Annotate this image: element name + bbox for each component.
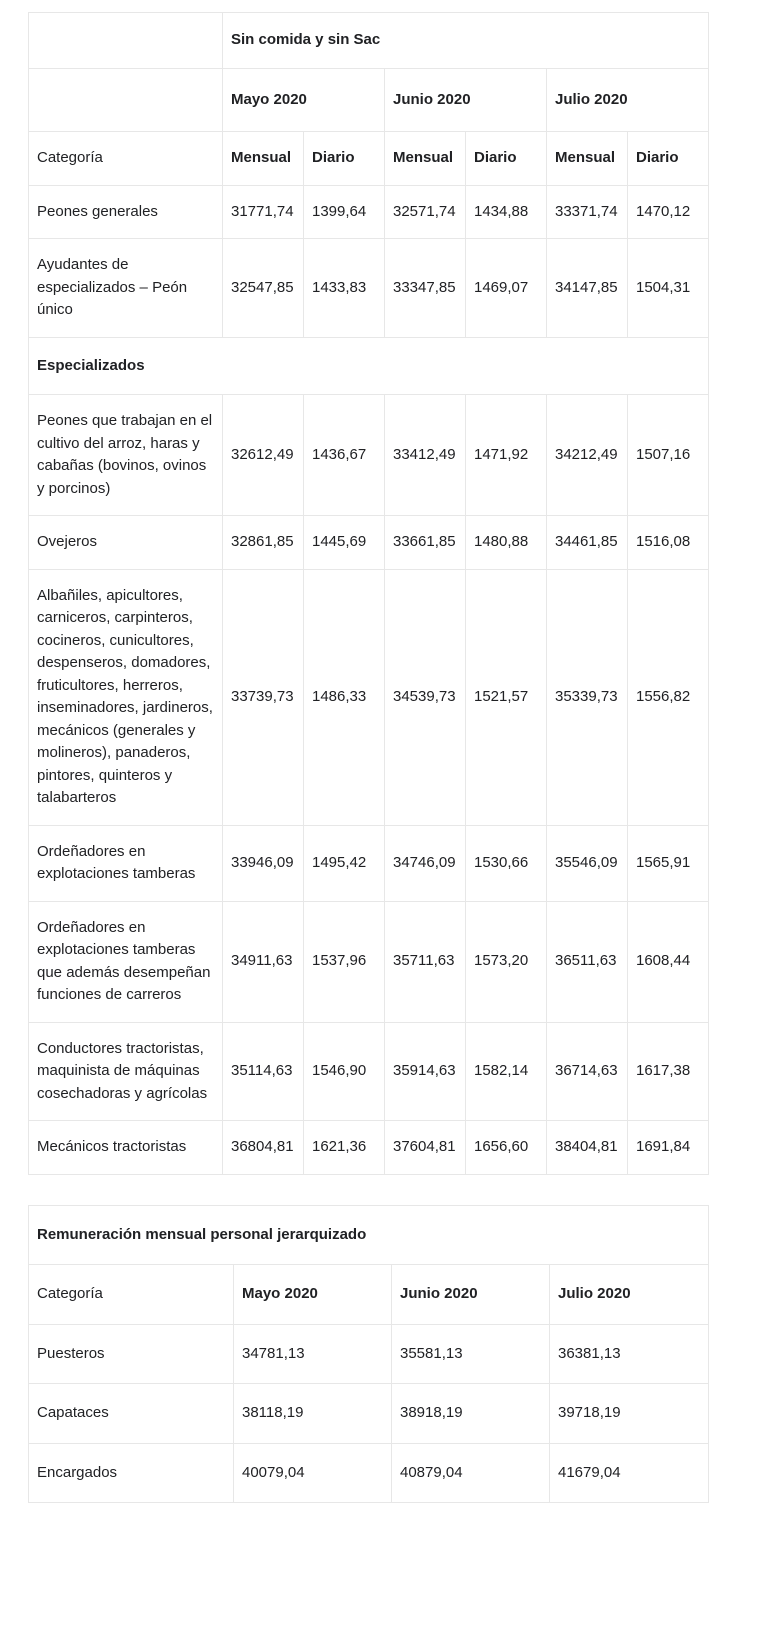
month-header-junio: Junio 2020 bbox=[385, 68, 547, 132]
value-cell: 40879,04 bbox=[392, 1443, 550, 1503]
table-row-subheaders bbox=[29, 132, 709, 186]
month-header-mayo: Mayo 2020 bbox=[223, 68, 385, 132]
value-cell: 35711,63 bbox=[385, 901, 466, 1022]
value-cell: 32861,85 bbox=[223, 516, 304, 570]
value-cell: 1582,14 bbox=[466, 1022, 547, 1121]
wages-table-general bbox=[28, 12, 709, 1175]
value-cell: 35339,73 bbox=[547, 569, 628, 825]
month-header-mayo: Mayo 2020 bbox=[234, 1265, 392, 1325]
value-cell: 1516,08 bbox=[628, 516, 709, 570]
value-cell: 34911,63 bbox=[223, 901, 304, 1022]
value-cell: 1546,90 bbox=[304, 1022, 385, 1121]
value-cell: 37604,81 bbox=[385, 1121, 466, 1175]
value-cell: 1521,57 bbox=[466, 569, 547, 825]
value-cell: 38404,81 bbox=[547, 1121, 628, 1175]
subheader-diario: Diario bbox=[628, 132, 709, 186]
table-row bbox=[29, 395, 709, 516]
table2-title-cell: Remuneración mensual personal jerarquizado bbox=[29, 1205, 709, 1265]
value-cell: 34212,49 bbox=[547, 395, 628, 516]
value-cell: 35914,63 bbox=[385, 1022, 466, 1121]
subheader-diario: Diario bbox=[304, 132, 385, 186]
value-cell: 1556,82 bbox=[628, 569, 709, 825]
value-cell: 39718,19 bbox=[550, 1384, 709, 1444]
value-cell: 33371,74 bbox=[547, 185, 628, 239]
value-cell: 1495,42 bbox=[304, 825, 385, 901]
category-cell: Ovejeros bbox=[29, 516, 223, 570]
value-cell: 32571,74 bbox=[385, 185, 466, 239]
value-cell: 1436,67 bbox=[304, 395, 385, 516]
value-cell: 31771,74 bbox=[223, 185, 304, 239]
value-cell: 34781,13 bbox=[234, 1324, 392, 1384]
subheader-mensual: Mensual bbox=[385, 132, 466, 186]
value-cell: 36381,13 bbox=[550, 1324, 709, 1384]
month-header-julio: Julio 2020 bbox=[547, 68, 709, 132]
subheader-diario: Diario bbox=[466, 132, 547, 186]
value-cell: 33946,09 bbox=[223, 825, 304, 901]
corner-empty-cell bbox=[29, 13, 223, 69]
table-row-months bbox=[29, 68, 709, 132]
value-cell: 1470,12 bbox=[628, 185, 709, 239]
section-header-cell: Especializados bbox=[29, 337, 709, 395]
value-cell: 32612,49 bbox=[223, 395, 304, 516]
value-cell: 1608,44 bbox=[628, 901, 709, 1022]
category-cell: Mecánicos tractoristas bbox=[29, 1121, 223, 1175]
month-header-junio: Junio 2020 bbox=[392, 1265, 550, 1325]
value-cell: 34746,09 bbox=[385, 825, 466, 901]
value-cell: 33347,85 bbox=[385, 239, 466, 338]
value-cell: 1621,36 bbox=[304, 1121, 385, 1175]
value-cell: 40079,04 bbox=[234, 1443, 392, 1503]
value-cell: 1565,91 bbox=[628, 825, 709, 901]
value-cell: 38918,19 bbox=[392, 1384, 550, 1444]
value-cell: 34147,85 bbox=[547, 239, 628, 338]
value-cell: 1471,92 bbox=[466, 395, 547, 516]
value-cell: 1691,84 bbox=[628, 1121, 709, 1175]
value-cell: 36804,81 bbox=[223, 1121, 304, 1175]
value-cell: 1617,38 bbox=[628, 1022, 709, 1121]
value-cell: 34539,73 bbox=[385, 569, 466, 825]
value-cell: 35546,09 bbox=[547, 825, 628, 901]
value-cell: 1573,20 bbox=[466, 901, 547, 1022]
value-cell: 33661,85 bbox=[385, 516, 466, 570]
category-cell: Ordeñadores en explotaciones tamberas que además desempeñan funciones de carreros bbox=[29, 901, 223, 1022]
value-cell: 38118,19 bbox=[234, 1384, 392, 1444]
table-row bbox=[29, 1443, 709, 1503]
value-cell: 35114,63 bbox=[223, 1022, 304, 1121]
table-row bbox=[29, 337, 709, 395]
category-cell: Ordeñadores en explotaciones tamberas bbox=[29, 825, 223, 901]
category-header-cell: Categoría bbox=[29, 1265, 234, 1325]
category-cell: Peones generales bbox=[29, 185, 223, 239]
value-cell: 35581,13 bbox=[392, 1324, 550, 1384]
category-cell: Capataces bbox=[29, 1384, 234, 1444]
subheader-mensual: Mensual bbox=[223, 132, 304, 186]
table-row bbox=[29, 516, 709, 570]
value-cell: 1469,07 bbox=[466, 239, 547, 338]
group-header-cell: Sin comida y sin Sac bbox=[223, 13, 709, 69]
value-cell: 36714,63 bbox=[547, 1022, 628, 1121]
subheader-mensual: Mensual bbox=[547, 132, 628, 186]
table-row bbox=[29, 901, 709, 1022]
table-row-title bbox=[29, 1205, 709, 1265]
category-cell: Conductores tractoristas, maquinista de máquinas cosechadoras y agrícolas bbox=[29, 1022, 223, 1121]
category-cell: Puesteros bbox=[29, 1324, 234, 1384]
value-cell: 36511,63 bbox=[547, 901, 628, 1022]
empty-cell bbox=[29, 68, 223, 132]
value-cell: 32547,85 bbox=[223, 239, 304, 338]
category-cell: Ayudantes de especializados – Peón único bbox=[29, 239, 223, 338]
value-cell: 1537,96 bbox=[304, 901, 385, 1022]
table-row bbox=[29, 1022, 709, 1121]
value-cell: 41679,04 bbox=[550, 1443, 709, 1503]
tables-gap bbox=[28, 1175, 760, 1205]
table-row bbox=[29, 239, 709, 338]
category-cell: Encargados bbox=[29, 1443, 234, 1503]
table-row bbox=[29, 825, 709, 901]
value-cell: 1480,88 bbox=[466, 516, 547, 570]
wages-table-jerarquizado bbox=[28, 1205, 709, 1504]
value-cell: 33412,49 bbox=[385, 395, 466, 516]
value-cell: 1486,33 bbox=[304, 569, 385, 825]
category-cell: Peones que trabajan en el cultivo del arroz, haras y cabañas (bovinos, ovinos y porcinos) bbox=[29, 395, 223, 516]
value-cell: 1530,66 bbox=[466, 825, 547, 901]
category-cell: Albañiles, apicultores, carniceros, carpinteros, cocineros, cunicultores, despenseros, domadores, fruticultores, herreros, inseminadores, jardineros, mecánicos (generales y molineros), panaderos, pintores, quinteros y talabarteros bbox=[29, 569, 223, 825]
value-cell: 34461,85 bbox=[547, 516, 628, 570]
table-row bbox=[29, 569, 709, 825]
table-row bbox=[29, 1324, 709, 1384]
table-row-group-header bbox=[29, 13, 709, 69]
value-cell: 1433,83 bbox=[304, 239, 385, 338]
value-cell: 1434,88 bbox=[466, 185, 547, 239]
table-row bbox=[29, 185, 709, 239]
table-row bbox=[29, 1384, 709, 1444]
month-header-julio: Julio 2020 bbox=[550, 1265, 709, 1325]
table-row bbox=[29, 1121, 709, 1175]
value-cell: 1445,69 bbox=[304, 516, 385, 570]
value-cell: 1399,64 bbox=[304, 185, 385, 239]
category-header-cell: Categoría bbox=[29, 132, 223, 186]
value-cell: 1504,31 bbox=[628, 239, 709, 338]
value-cell: 1656,60 bbox=[466, 1121, 547, 1175]
table-row-headers bbox=[29, 1265, 709, 1325]
value-cell: 1507,16 bbox=[628, 395, 709, 516]
value-cell: 33739,73 bbox=[223, 569, 304, 825]
